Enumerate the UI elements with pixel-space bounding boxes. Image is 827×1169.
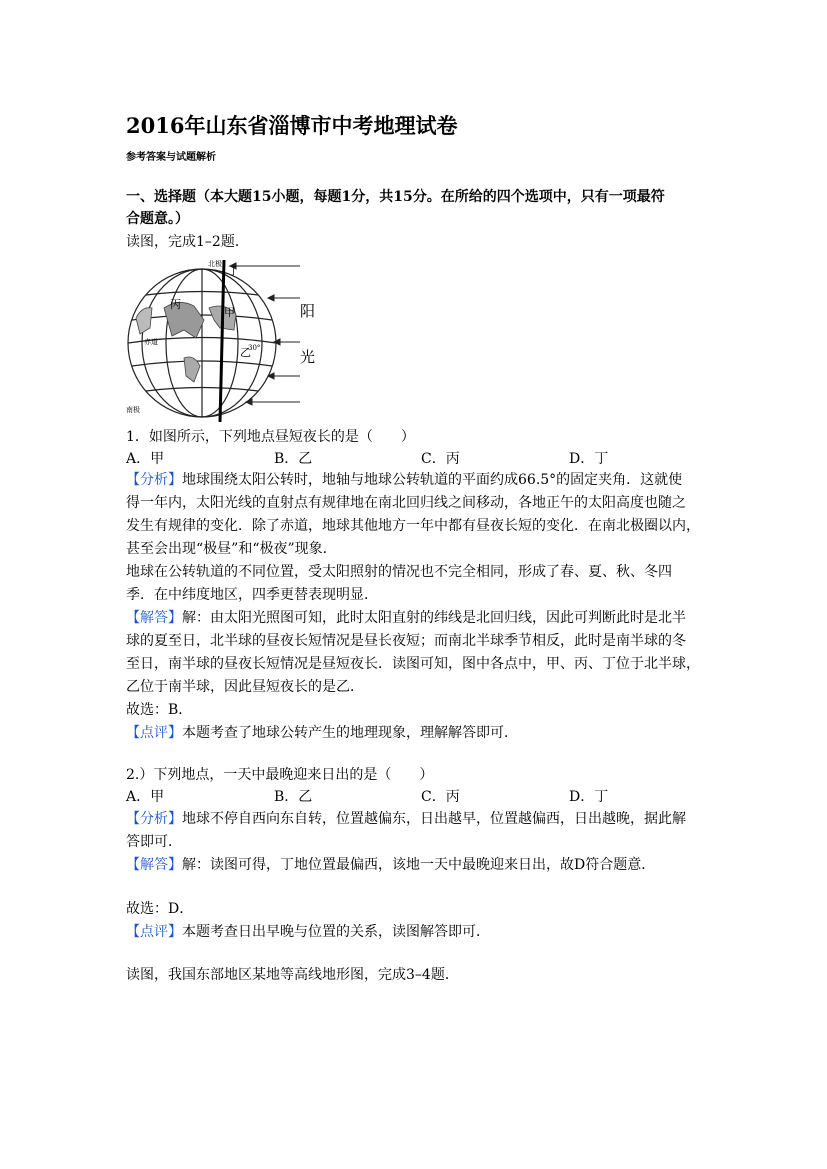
q1-option-d[interactable]: D．丁 [569, 451, 609, 467]
q1-analysis-text-1: 地球围绕太阳公转时，地轴与地球公转轨道的平面约成66.5°的固定夹角．这就使 [182, 472, 683, 488]
q2-analysis-line-1 [126, 809, 706, 829]
q1-analysis-line-5: 地球在公转轨道的不同位置，受太阳照射的情况也不完全相同，形成了春、夏、秋、冬四 [126, 564, 672, 580]
north-pole-label: 北极 [208, 260, 222, 268]
q2-answer-text-1: 解：读图可得，丁地位置最偏西，该地一天中最晚迎来日出，故D符合题意． [182, 857, 656, 873]
sunlight-arrows [230, 263, 300, 405]
comment-tag: 【点评】 [126, 924, 182, 940]
ding-label: 丁 [228, 264, 239, 277]
q1-comment-line [126, 723, 706, 743]
analysis-tag: 【分析】 [126, 472, 182, 488]
intro-q1-q2: 读图，完成1–2题． [126, 234, 249, 250]
q2-option-a[interactable]: A．甲 [126, 789, 165, 805]
q1-answer-line-3: 至日，南半球的昼夜长短情况是昼短夜长．读图可知，图中各点中，甲、丙、丁位于北半球， [126, 656, 700, 672]
q1-comment-text: 本题考查了地球公转产生的地理现象，理解解答即可． [182, 725, 518, 741]
intro-q3-q4: 读图，我国东部地区某地等高线地形图，完成3–4题． [126, 967, 459, 983]
equator-label: 赤道 [144, 338, 158, 346]
sun-label-2: 光 [300, 348, 316, 366]
bing-label: 丙 [170, 298, 181, 311]
q1-answer-text-1: 解：由太阳光照图可知，此时太阳直射的纬线是北回归线，因此可判断此时是北半 [182, 610, 686, 626]
q2-option-c[interactable]: C．丙 [421, 789, 460, 805]
q2-option-b[interactable]: B．乙 [274, 789, 313, 805]
q1-analysis-line-4: 甚至会出现“极昼”和“极夜”现象． [126, 541, 337, 557]
yi-label: 乙 [240, 346, 251, 359]
section-heading-line-2: 合题意。） [126, 211, 189, 227]
q1-option-a[interactable]: A．甲 [126, 451, 165, 467]
q1-analysis-line-3: 发生有规律的变化．除了赤道，地球其他地方一年中都有昼夜长短的变化．在南北极圈以内， [126, 518, 700, 534]
page-title: 2016年山东省淄博市中考地理试卷 [126, 113, 458, 138]
q1-stem: 1．如图所示，下列地点昼短夜长的是（ ） [126, 429, 415, 445]
q1-option-c[interactable]: C．丙 [421, 451, 460, 467]
q2-option-d[interactable]: D．丁 [569, 789, 609, 805]
analysis-tag: 【分析】 [126, 811, 182, 827]
south-pole-label: 南极 [126, 406, 140, 414]
page-subtitle: 参考答案与试题解析 [126, 152, 216, 163]
answer-tag: 【解答】 [126, 857, 182, 873]
q1-option-b[interactable]: B．乙 [274, 451, 313, 467]
q1-choice: 故选：B． [126, 702, 193, 718]
jia-label: 甲 [224, 306, 235, 319]
q1-answer-line-4: 乙位于南半球，因此昼短夜长的是乙． [126, 679, 364, 695]
q2-analysis-text-1: 地球不停自西向东自转，位置越偏东，日出越早，位置越偏西，日出越晚，据此解 [182, 811, 686, 827]
q1-analysis-line-1 [126, 470, 706, 490]
q1-analysis-line-2: 得一年内，太阳光线的直射点有规律地在南北回归线之间移动，各地正午的太阳高度也随之 [126, 495, 686, 511]
q1-analysis-line-6: 季．在中纬度地区，四季更替表现明显． [126, 587, 378, 603]
q2-comment-line [126, 922, 706, 942]
section-heading-line-1: 一、选择题（本大题15小题，每题1分，共15分。在所给的四个选项中，只有一项最符 [126, 189, 665, 205]
q2-comment-text: 本题考查日出早晚与位置的关系，读图解答即可． [182, 924, 490, 940]
comment-tag: 【点评】 [126, 725, 182, 741]
q2-answer-line-1 [126, 855, 706, 875]
sun-label-1: 阳 [300, 302, 316, 320]
q2-stem: 2.）下列地点，一天中最晚迎来日出的是（ ） [126, 767, 434, 783]
q1-answer-line-2: 球的夏至日，北半球的昼夜长短情况是昼长夜短；而南北半球季节相反，此时是南半球的冬 [126, 633, 686, 649]
answer-tag: 【解答】 [126, 610, 182, 626]
globe-sunlight-figure [124, 258, 324, 423]
lon-label: 30° [248, 344, 261, 352]
q1-answer-line-1 [126, 608, 706, 628]
q2-choice: 故选：D． [126, 901, 194, 917]
q2-analysis-line-2: 答即可． [126, 834, 182, 850]
